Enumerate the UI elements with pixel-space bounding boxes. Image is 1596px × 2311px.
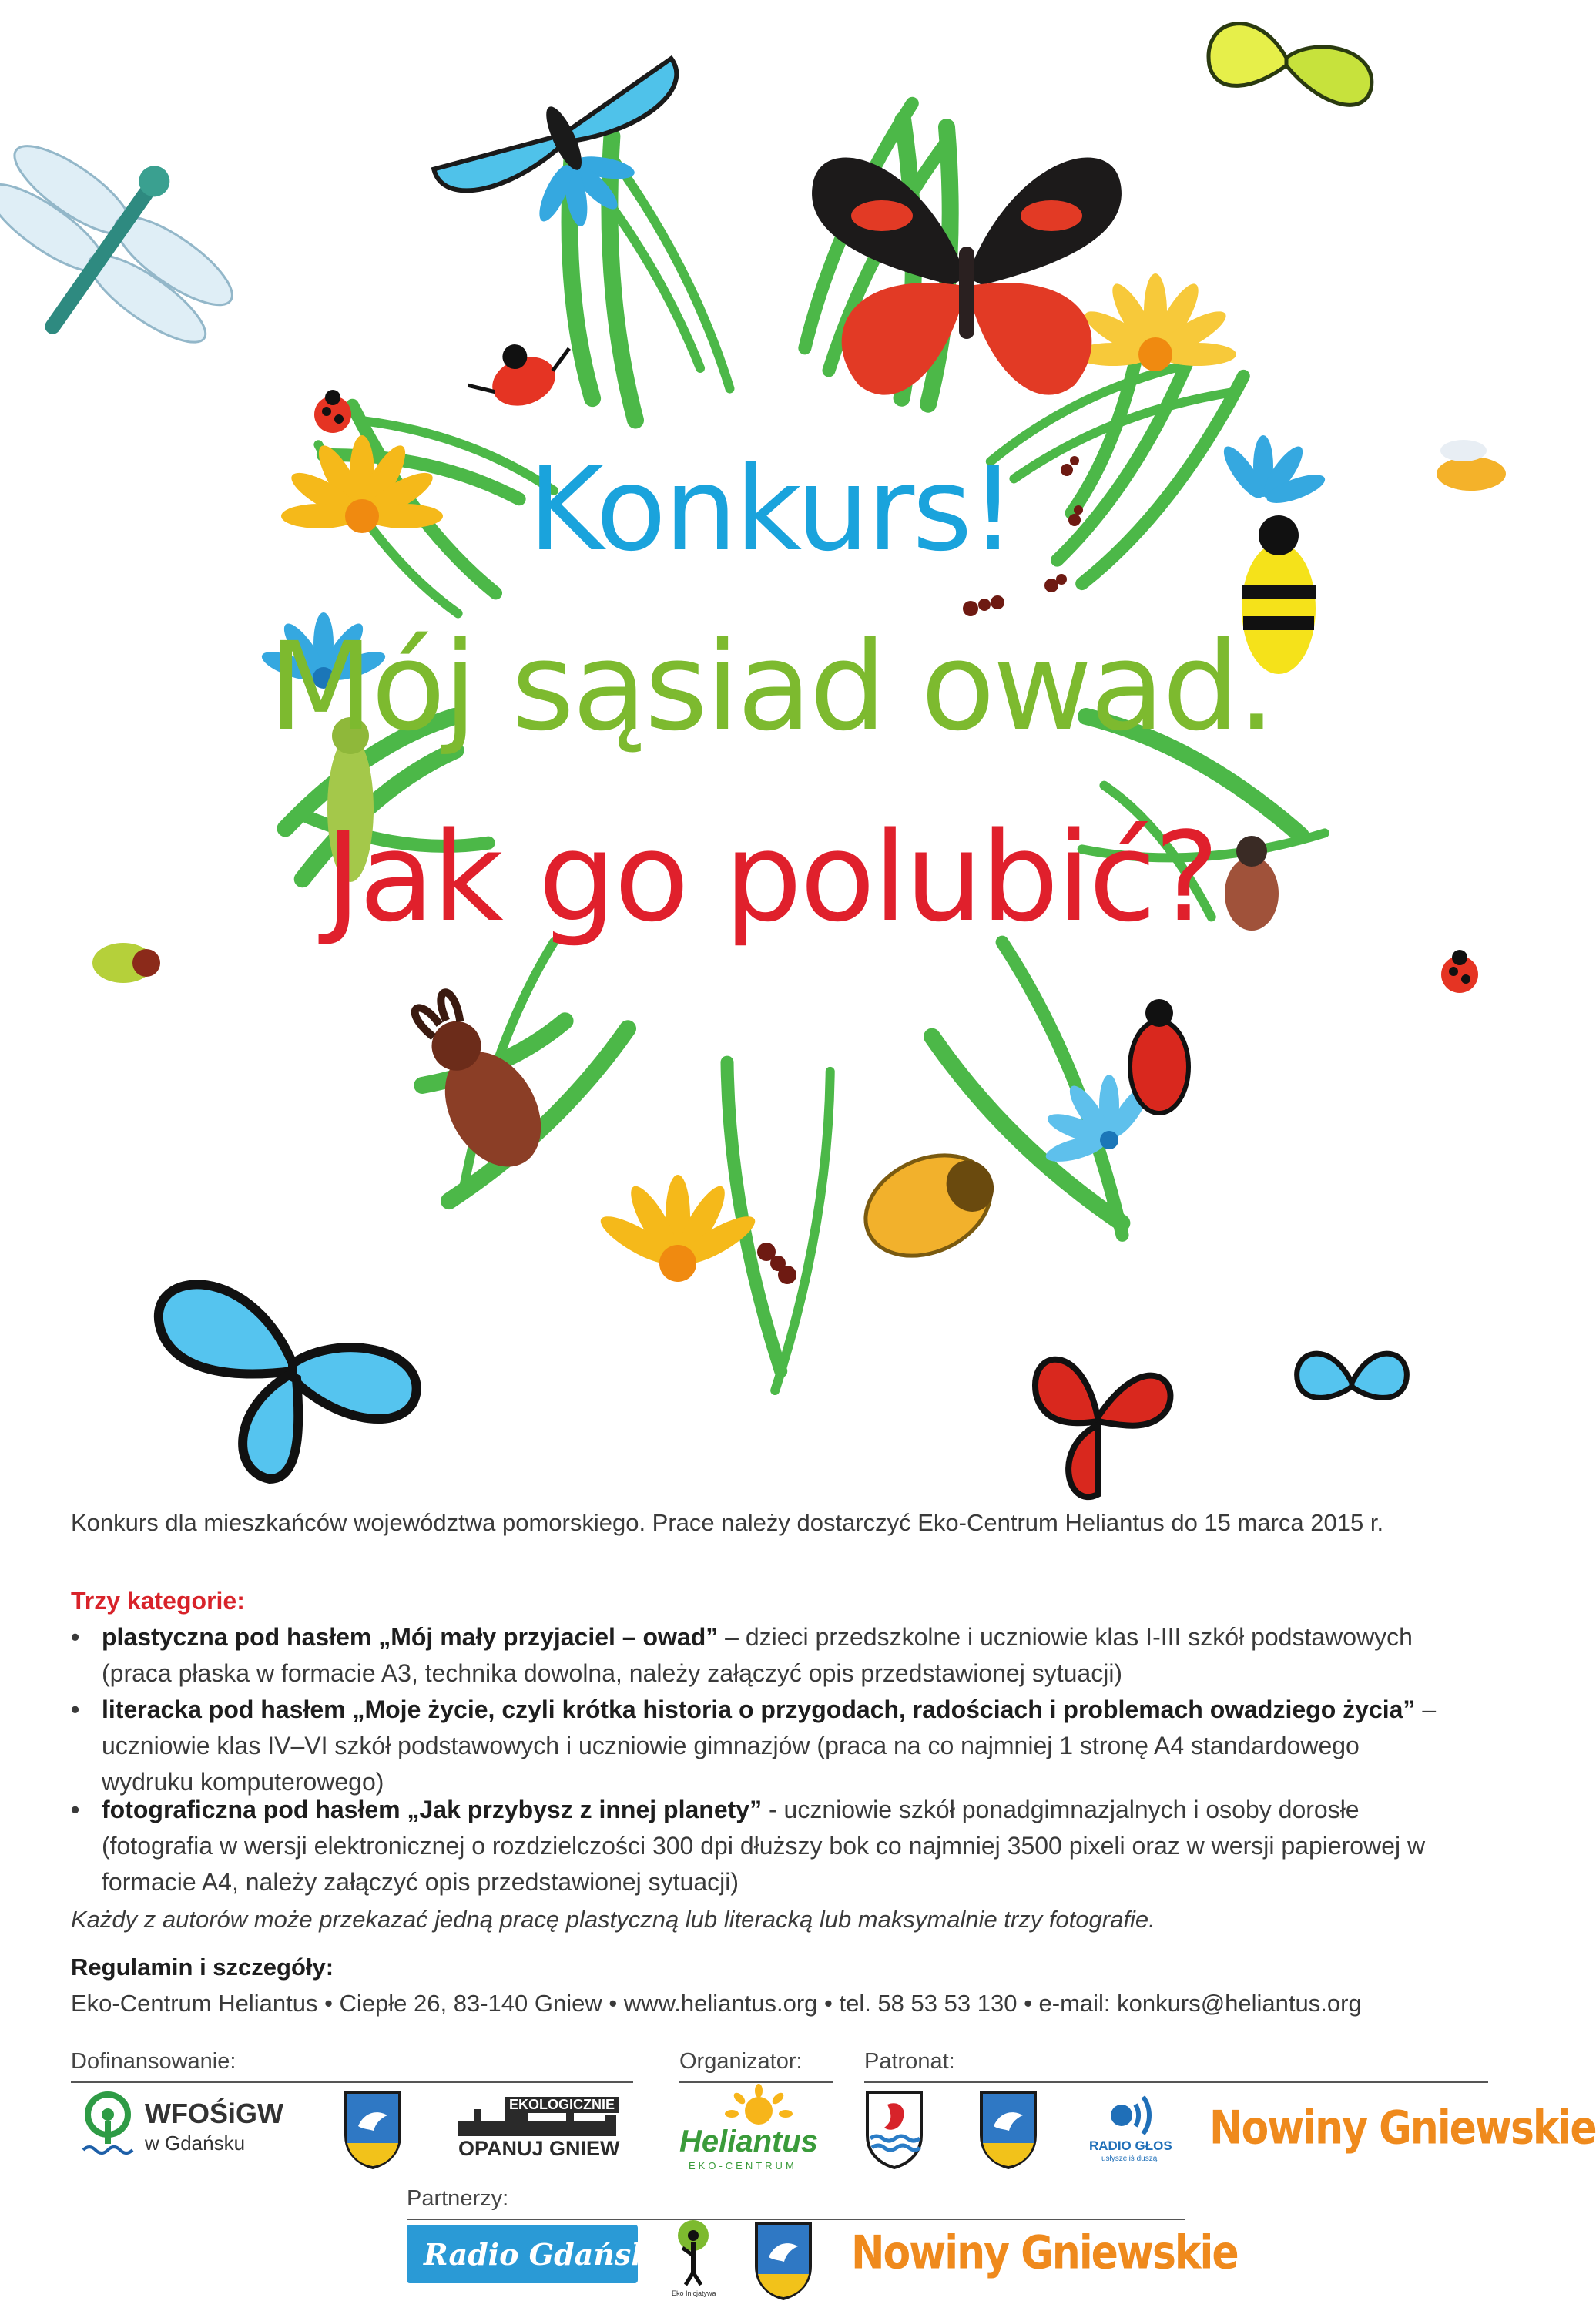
radio-glos-sub: usłyszeliś duszą bbox=[1101, 2155, 1158, 2163]
radio-gdansk-name: Radio Gdańsk bbox=[424, 2237, 652, 2272]
opanuj-gniew-logo bbox=[451, 2094, 635, 2165]
partners-label: Partnerzy: bbox=[407, 2186, 509, 2211]
divider bbox=[679, 2081, 833, 2083]
crest-icon bbox=[978, 2089, 1038, 2169]
wfos-city: w Gdańsku bbox=[145, 2132, 246, 2155]
heliantus-logo bbox=[678, 2088, 832, 2172]
patronage-label: Patronat: bbox=[864, 2049, 955, 2074]
bullet: • bbox=[71, 1696, 80, 1723]
sun-icon bbox=[724, 2088, 793, 2126]
butterfly-small-blue bbox=[1297, 1353, 1407, 1397]
eko-inicjatywa-logo bbox=[670, 2219, 716, 2303]
wfos-logo bbox=[77, 2091, 293, 2161]
radio-wave-icon bbox=[1095, 2089, 1157, 2137]
radio-gdansk-logo bbox=[407, 2225, 652, 2283]
category-text: - uczniowie szkół ponadgimnazjalnych i osoby dorosłe (fotografia w wersji elektronicznej o rozdzielczości 300 dpi dłuższy bok co najmniej 3500 pixeli oraz w wersji papierowej w formacie A4, należy załączyć opis przedstawionej sytuacji) bbox=[102, 1796, 1426, 1896]
tree-icon bbox=[77, 2091, 139, 2161]
category-text: – uczniowie klas IV–VI szkół podstawowych i uczniowie gimnazjów (praca na co najmniej 1 stronę A4 standardowego wydruku komputerowego) bbox=[102, 1696, 1437, 1796]
entry-note: Każdy z autorów może przekazać jedną pracę plastyczną lub literacką lub maksymalnie trzy fotografie. bbox=[71, 1906, 1155, 1933]
wfos-name: WFOŚiGW bbox=[145, 2098, 283, 2129]
dragonfly bbox=[0, 93, 270, 408]
category-text: – dzieci przedszkolne i uczniowie klas I-III szkół podstawowych (praca płaska w formacie A3, technika dowolna, należy załączyć opis przedstawionej sytuacji) bbox=[102, 1623, 1413, 1687]
heliantus-name: Heliantus bbox=[679, 2125, 819, 2158]
nowiny-gniewskie-logo: Nowiny Gniewskie bbox=[851, 2226, 1238, 2280]
intro-text: Konkurs dla mieszkańców województwa pomorskiego. Prace należy dostarczyć Eko-Centrum Heliantus do 15 marca 2015 r. bbox=[71, 1509, 1384, 1536]
category-title: plastyczna pod hasłem „Mój mały przyjaciel – owad” bbox=[102, 1623, 719, 1651]
headline-konkurs: Konkurs! bbox=[528, 443, 1014, 577]
heliantus-sub: EKO-CENTRUM bbox=[689, 2160, 797, 2172]
contact-line: Eko-Centrum Heliantus • Ciepłe 26, 83-140 Gniew • www.heliantus.org • tel. 58 53 53 130 • e-mail: konkurs@heliantus.org bbox=[71, 1990, 1362, 2017]
divider bbox=[71, 2081, 633, 2083]
tree-figure-icon bbox=[670, 2219, 716, 2288]
flower-yellow bbox=[1075, 273, 1236, 371]
pomorskie-crest-icon bbox=[864, 2089, 924, 2169]
opanuj-main: OPANUJ GNIEW bbox=[458, 2137, 620, 2160]
categories-heading: Trzy kategorie: bbox=[71, 1587, 245, 1615]
grass-blade bbox=[775, 1072, 830, 1390]
radio-glos-logo bbox=[1078, 2089, 1179, 2166]
category-title: fotograficzna pod hasłem „Jak przybysz z innej planety” bbox=[102, 1796, 763, 1823]
beetle-red bbox=[460, 327, 582, 421]
butterfly-blue bbox=[159, 1284, 417, 1479]
bullet: • bbox=[71, 1623, 80, 1651]
opanuj-top: EKOLOGICZNIE bbox=[505, 2097, 619, 2113]
crest-icon bbox=[753, 2220, 813, 2300]
butterfly-yellow bbox=[1209, 24, 1372, 106]
beetle-red bbox=[1130, 999, 1189, 1113]
ladybug bbox=[314, 390, 351, 433]
category-title: literacka pod hasłem „Moje życie, czyli krótka historia o przygodach, radościach i problemach owadziego życia” bbox=[102, 1696, 1416, 1723]
funding-label: Dofinansowanie: bbox=[71, 2049, 236, 2074]
ladybug bbox=[1441, 950, 1478, 993]
grass-blade bbox=[727, 1062, 781, 1371]
headline-title: Mój sąsiad owad. bbox=[268, 616, 1274, 758]
butterfly-red-black bbox=[812, 157, 1122, 394]
nowiny-gniewskie-logo: Nowiny Gniewskie bbox=[1209, 2101, 1596, 2155]
regulations-heading: Regulamin i szczegóły: bbox=[71, 1954, 334, 1981]
beetle-yellow bbox=[850, 1135, 1011, 1276]
bullet: • bbox=[71, 1796, 80, 1823]
headline-question: Jak go polubić? bbox=[324, 805, 1218, 949]
eko-small-text: Eko Inicjatywa bbox=[672, 2289, 716, 2297]
organizer-label: Organizator: bbox=[679, 2049, 803, 2074]
butterfly-small-red bbox=[1035, 1360, 1170, 1497]
crest-icon bbox=[343, 2089, 403, 2169]
divider bbox=[864, 2081, 1488, 2083]
radio-glos-name: RADIO GŁOS bbox=[1089, 2138, 1172, 2153]
